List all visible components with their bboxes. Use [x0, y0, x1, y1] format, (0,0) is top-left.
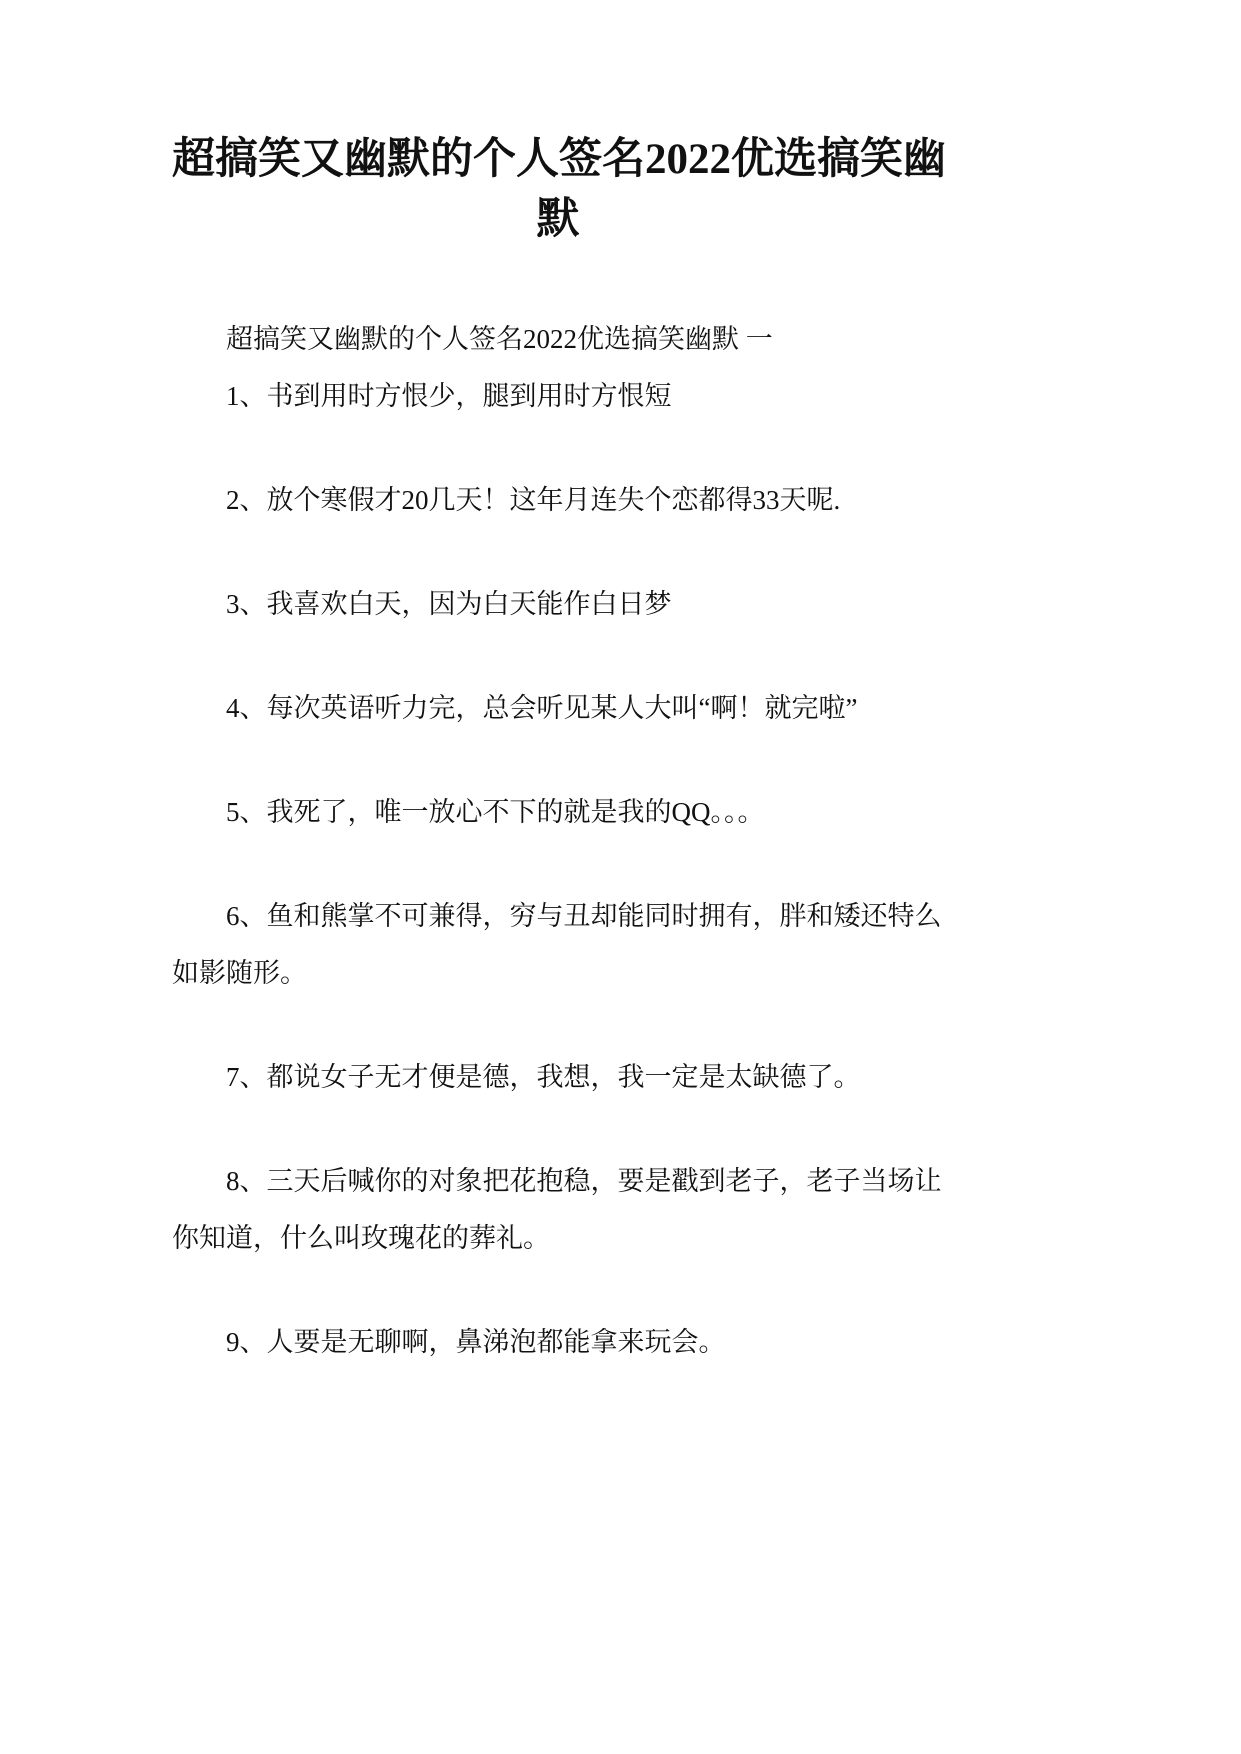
list-item: 1、书到用时方恨少，腿到用时方恨短 — [226, 381, 672, 411]
document-title — [172, 130, 944, 250]
list-item: 7、都说女子无才便是德，我想，我一定是太缺德了。 — [226, 1062, 861, 1092]
list-item: 8、三天后喊你的对象把花抱稳，要是戳到老子，老子当场让你知道，什么叫玫瑰花的葬礼。 — [172, 1166, 942, 1253]
document-title-line-1: 超搞笑又幽默的个人签名2022优选搞笑幽 — [172, 136, 946, 183]
list-item: 5、我死了，唯一放心不下的就是我的QQ。。。 — [226, 797, 765, 827]
document-subtitle: 超搞笑又幽默的个人签名2022优选搞笑幽默 一 — [226, 324, 773, 354]
list-item: 9、人要是无聊啊，鼻涕泡都能拿来玩会。 — [226, 1327, 726, 1357]
list-item: 2、放个寒假才20几天！这年月连失个恋都得33天呢. — [226, 485, 841, 515]
list-item: 6、鱼和熊掌不可兼得，穷与丑却能同时拥有，胖和矮还特么如影随形。 — [172, 901, 942, 988]
document-body — [172, 311, 944, 1418]
document-title-line-2: 默 — [536, 196, 580, 243]
list-item: 3、我喜欢白天，因为白天能作白日梦 — [226, 589, 672, 619]
list-item: 4、每次英语听力完，总会听见某人大叫“啊！就完啦” — [226, 693, 858, 723]
